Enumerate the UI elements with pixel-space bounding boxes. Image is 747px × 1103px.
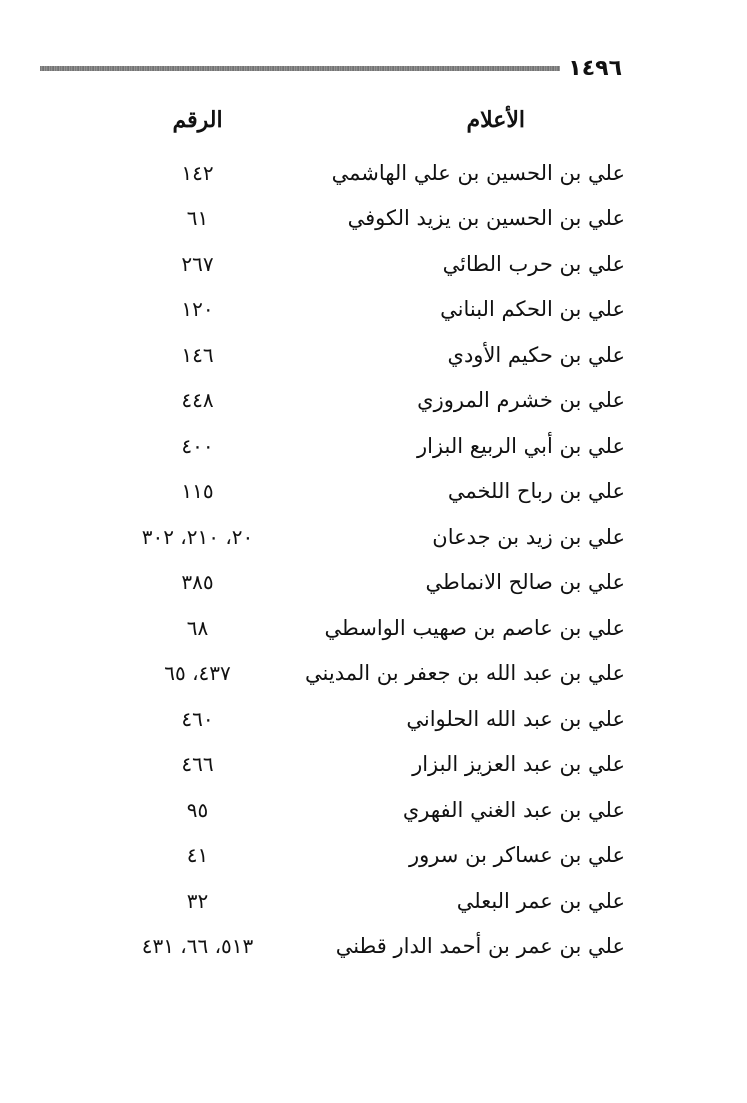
table-row	[100, 878, 625, 924]
person-name: علي بن أبي الربيع البزار	[416, 433, 625, 458]
entry-numbers: ٤٣٧، ٦٥	[164, 661, 231, 686]
entry-numbers: ٦٨	[186, 615, 209, 640]
table-row	[100, 651, 625, 697]
entry-numbers: ٩٥	[186, 797, 209, 822]
table-row	[100, 241, 625, 287]
entry-numbers: ٣٢	[186, 888, 209, 913]
entry-numbers: ٤٠٠	[181, 433, 214, 458]
entry-numbers: ٤١	[186, 843, 209, 868]
person-name: علي بن عبد الله الحلواني	[406, 706, 625, 731]
page-header	[40, 54, 622, 84]
table-row	[100, 378, 625, 424]
page-number: ١٤٩٦	[568, 56, 622, 81]
table-row	[100, 514, 625, 560]
entry-numbers: ١١٥	[181, 479, 214, 504]
table-row	[100, 833, 625, 879]
entry-numbers: ٦١	[186, 206, 209, 231]
entry-numbers: ٤٤٨	[181, 388, 214, 413]
table-body	[100, 150, 625, 969]
entry-numbers: ١٤٦	[181, 342, 214, 367]
table-row	[100, 787, 625, 833]
index-table	[100, 96, 625, 969]
entry-numbers: ٢٦٧	[181, 251, 214, 276]
table-row	[100, 560, 625, 606]
table-row	[100, 605, 625, 651]
person-name: علي بن عبد الغني الفهري	[402, 797, 625, 822]
column-header-names: الأعلام	[466, 107, 525, 133]
table-row	[100, 287, 625, 333]
person-name: علي بن زيد بن جدعان	[432, 524, 625, 549]
person-name: علي بن حرب الطائي	[442, 251, 625, 276]
table-row	[100, 150, 625, 196]
table-row	[100, 742, 625, 788]
person-name: علي بن عساكر بن سرور	[408, 843, 625, 868]
header-rule	[40, 66, 560, 71]
table-row	[100, 924, 625, 970]
column-header-numbers: الرقم	[172, 107, 223, 133]
entry-numbers: ٢٠، ٢١٠، ٣٠٢	[141, 524, 254, 549]
table-row	[100, 423, 625, 469]
entry-numbers: ٤٦٦	[181, 752, 214, 777]
entry-numbers: ١٢٠	[181, 297, 214, 322]
person-name: علي بن عبد الله بن جعفر بن المديني	[305, 661, 625, 686]
person-name: علي بن الحسين بن يزيد الكوفي	[347, 206, 625, 231]
person-name: علي بن خشرم المروزي	[417, 388, 625, 413]
person-name: علي بن صالح الانماطي	[425, 570, 625, 595]
person-name: علي بن عمر البعلي	[456, 888, 625, 913]
person-name: علي بن عمر بن أحمد الدار قطني	[335, 934, 625, 959]
entry-numbers: ٣٨٥	[181, 570, 214, 595]
entry-numbers: ٥١٣، ٦٦، ٤٣١	[141, 934, 254, 959]
person-name: علي بن رباح اللخمي	[447, 479, 625, 504]
table-row	[100, 469, 625, 515]
table-row	[100, 332, 625, 378]
person-name: علي بن الحكم البناني	[440, 297, 625, 322]
entry-numbers: ٤٦٠	[181, 706, 214, 731]
table-row	[100, 196, 625, 242]
person-name: علي بن الحسين بن علي الهاشمي	[331, 160, 625, 185]
person-name: علي بن عبد العزيز البزار	[412, 752, 625, 777]
entry-numbers: ١٤٢	[181, 160, 214, 185]
table-row	[100, 696, 625, 742]
table-header-row	[100, 96, 625, 144]
person-name: علي بن عاصم بن صهيب الواسطي	[324, 615, 625, 640]
person-name: علي بن حكيم الأودي	[447, 342, 625, 367]
